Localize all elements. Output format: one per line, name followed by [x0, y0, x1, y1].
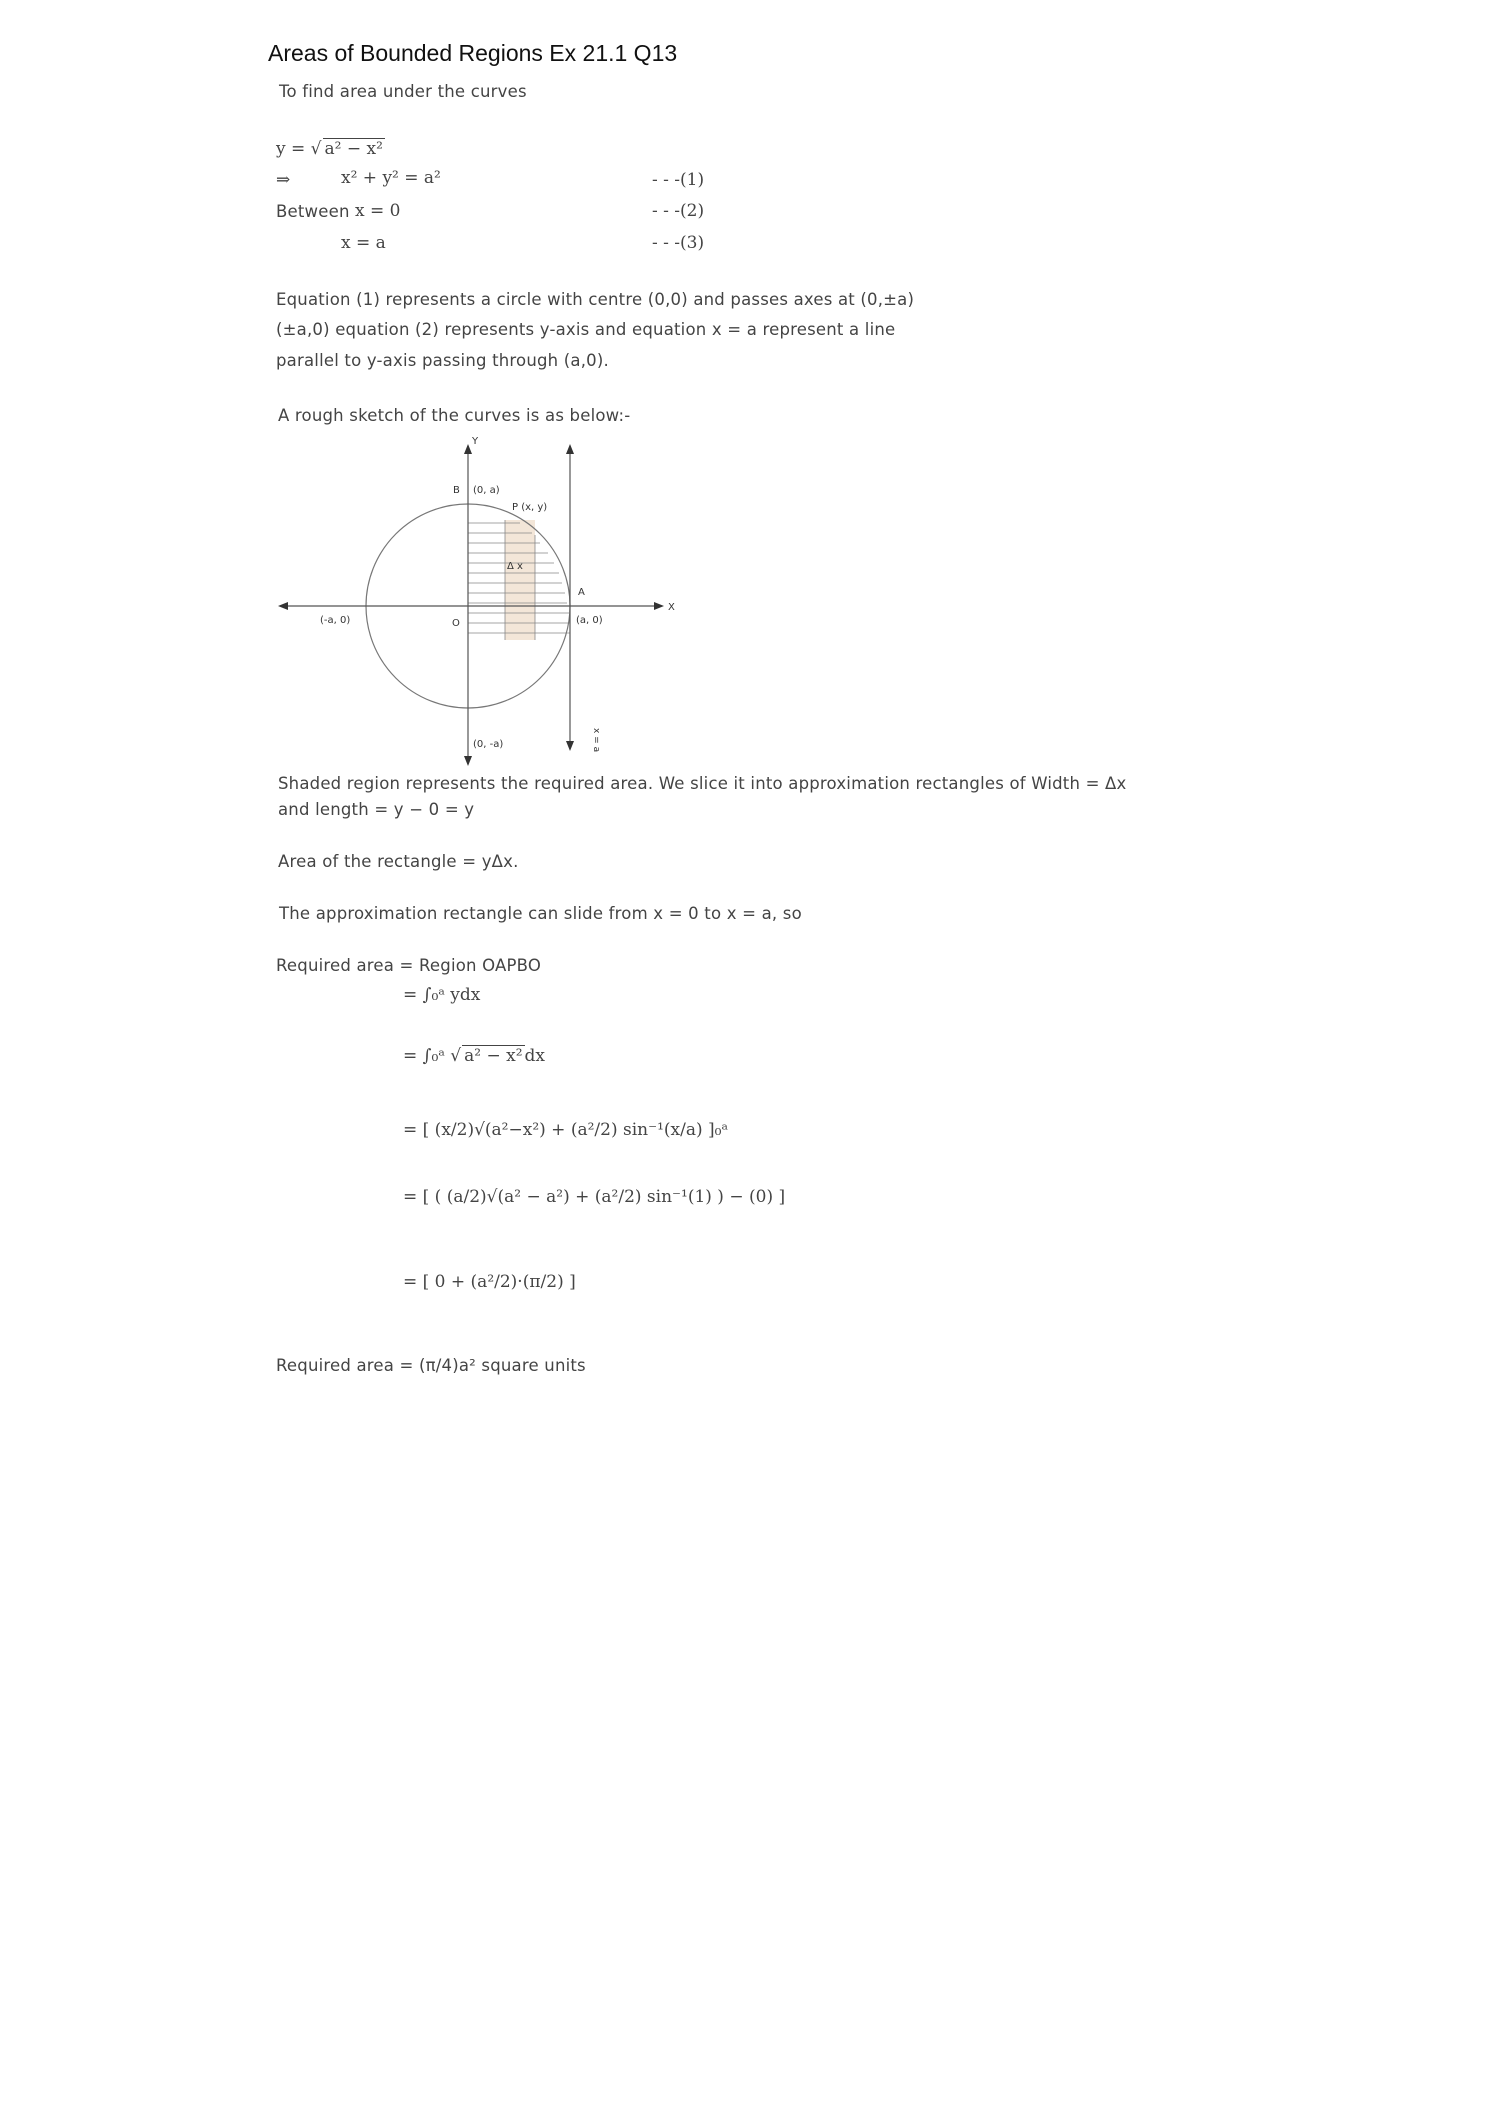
- rectangle-area-text: Area of the rectangle = yΔx.: [278, 852, 519, 871]
- shaded-text-line: Shaded region represents the required area. We slice it into approximation rectangles of Width = Δx: [278, 774, 1127, 793]
- equation-x-a: x = a: [341, 233, 386, 253]
- integral-step-2: [403, 1045, 545, 1066]
- shaded-region: [468, 520, 570, 640]
- y-axis-arrow-up-icon: [464, 444, 472, 454]
- label-0-a: (0, a): [473, 485, 500, 496]
- paragraph-line: parallel to y-axis passing through (a,0).: [276, 351, 609, 370]
- integral-step-2-post: dx: [524, 1046, 546, 1066]
- line-x-a-arrow-down-icon: [566, 741, 574, 751]
- x-axis-arrow-left-icon: [278, 602, 288, 610]
- label-p: P (x, y): [512, 502, 548, 513]
- integral-step-2-radicand: a² − x²: [464, 1046, 523, 1066]
- integral-step-5: = [ 0 + (a²/2)·(π/2) ]: [403, 1272, 576, 1292]
- shaded-text-line: and length = y − 0 = y: [278, 800, 475, 819]
- equation-tag-1: - - -(1): [652, 170, 705, 190]
- label-x: X: [668, 602, 675, 613]
- equation-x-zero: x = 0: [355, 201, 401, 221]
- sqrt-icon: √: [310, 139, 322, 159]
- paragraph-line: Equation (1) represents a circle with centre (0,0) and passes axes at (0,±a): [276, 290, 915, 309]
- intro-text: To find area under the curves: [279, 82, 527, 101]
- label-origin: O: [452, 618, 460, 629]
- label-y: Y: [472, 436, 479, 447]
- y-axis-arrow-down-icon: [464, 756, 472, 766]
- integral-step-2-pre: = ∫₀ᵃ √: [403, 1046, 462, 1066]
- integral-step-4: = [ ( (a/2)√(a² − a²) + (a²/2) sin⁻¹(1) ) − (0) ]: [403, 1187, 786, 1207]
- equation-tag-2: - - -(2): [652, 201, 705, 221]
- x-axis-arrow-right-icon: [654, 602, 664, 610]
- integral-step-3: = [ (x/2)√(a²−x²) + (a²/2) sin⁻¹(x/a) ]₀ᵃ: [403, 1120, 729, 1140]
- circle-sketch-figure: [270, 430, 690, 770]
- equation-curve-lhs: y =: [276, 139, 311, 159]
- page-title: Areas of Bounded Regions Ex 21.1 Q13: [268, 40, 678, 66]
- strip-rect: [505, 520, 535, 640]
- final-answer: Required area = (π/4)a² square units: [276, 1356, 586, 1375]
- label-b: B: [453, 485, 460, 496]
- label-a-0: (a, 0): [576, 615, 603, 626]
- equation-curve: [276, 138, 385, 159]
- implies-arrow: ⇒: [276, 170, 291, 190]
- between-label: Between: [276, 202, 350, 221]
- paragraph-line: (±a,0) equation (2) represents y-axis and equation x = a represent a line: [276, 320, 896, 339]
- equation-circle: x² + y² = a²: [341, 168, 441, 188]
- equation-curve-radicand: a² − x²: [324, 139, 383, 159]
- label-x-eq-a: x = a: [591, 728, 601, 753]
- label-delta-x: Δ x: [507, 561, 523, 572]
- label-a: A: [578, 587, 585, 598]
- required-area-label: Required area = Region OAPBO: [276, 956, 542, 975]
- integral-step-1: = ∫₀ᵃ ydx: [403, 985, 481, 1005]
- equation-tag-3: - - -(3): [652, 233, 705, 253]
- sketch-intro: A rough sketch of the curves is as below:-: [278, 406, 631, 425]
- label-neg-a-0: (-a, 0): [320, 615, 351, 626]
- label-0-neg-a: (0, -a): [473, 739, 504, 750]
- slide-text: The approximation rectangle can slide from x = 0 to x = a, so: [279, 904, 802, 923]
- line-x-a-arrow-up-icon: [566, 444, 574, 454]
